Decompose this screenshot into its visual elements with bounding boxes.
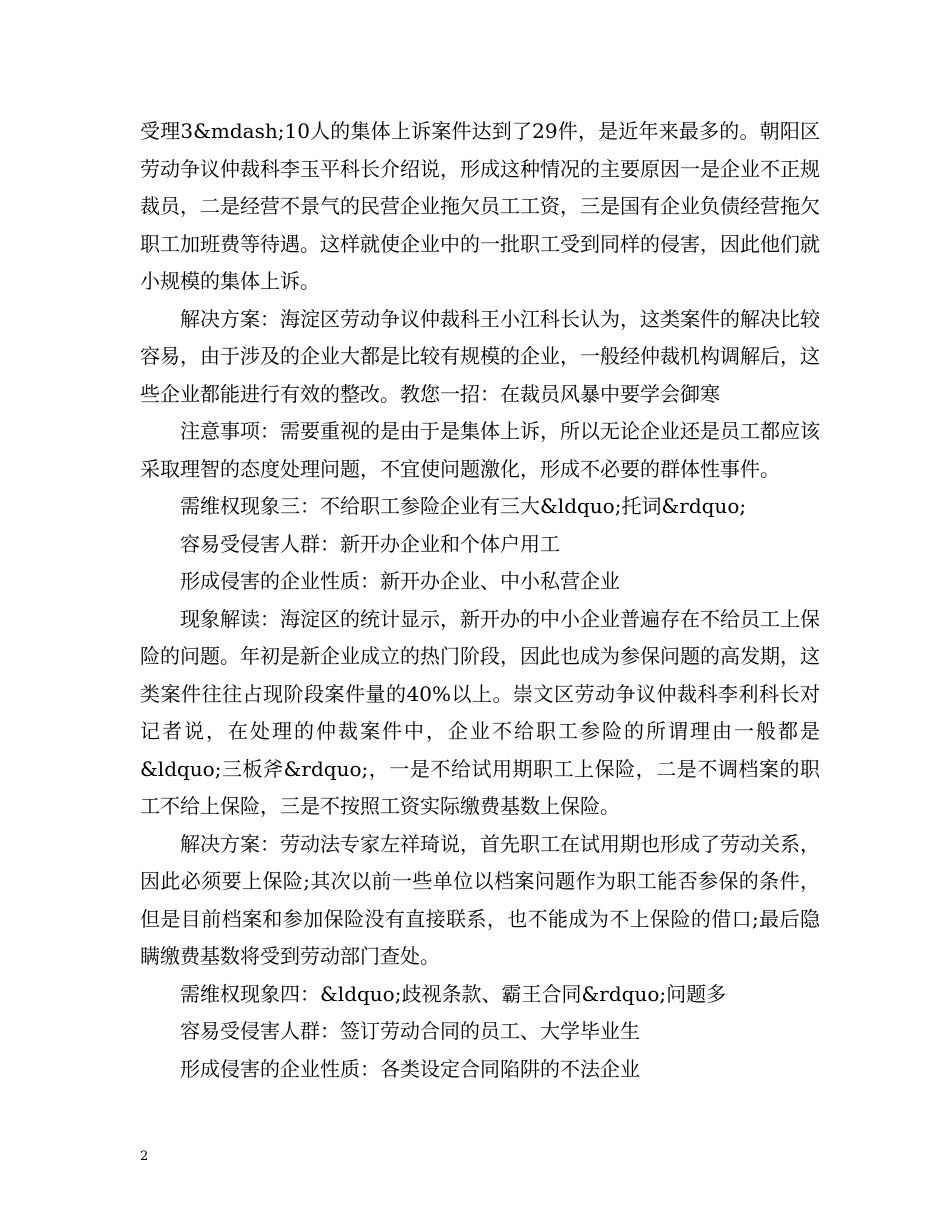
document-body [140, 113, 820, 1088]
paragraph-4: 需维权现象三：不给职工参险企业有三大&ldquo;托词&rdquo; [180, 494, 747, 518]
paragraph-6: 形成侵害的企业性质：新开办企业、中小私营企业 [180, 569, 620, 593]
paragraph-8: 解决方案：劳动法专家左祥琦说，首先职工在试用期也形成了劳动关系，因此必须要上保险;其次以前一些单位以档案问题作为职工能否参保的条件，但是目前档案和参加保险没有直接联系，也不能成为不上保险的借口;最后隐瞒缴费基数将受到劳动部门查处。 [140, 831, 820, 968]
paragraph-9: 需维权现象四：&ldquo;歧视条款、霸王合同&rdquo;问题多 [180, 981, 727, 1006]
paragraph-2: 解决方案：海淀区劳动争议仲裁科王小江科长认为，这类案件的解决比较容易，由于涉及的企业大都是比较有规模的企业，一般经仲裁机构调解后，这些企业都能进行有效的整改。教您一招：在裁员风暴中要学会御寒 [140, 306, 820, 406]
page-number: 2 [140, 1149, 149, 1164]
paragraph-7: 现象解读：海淀区的统计显示，新开办的中小企业普遍存在不给员工上保险的问题。年初是新企业成立的热门阶段，因此也成为参保问题的高发期，这类案件往往占现阶段案件量的40%以上。崇文区劳动争议仲裁科李利科长对记者说，在处理的仲裁案件中，企业不给职工参险的所谓理由一般都是&ldquo;三板斧&rdquo;，一是不给试用期职工上保险，二是不调档案的职工不给上保险，三是不按照工资实际缴费基数上保险。 [140, 606, 820, 818]
paragraph-11: 形成侵害的企业性质：各类设定合同陷阱的不法企业 [180, 1056, 640, 1081]
paragraph-5: 容易受侵害人群：新开办企业和个体户用工 [180, 531, 560, 556]
paragraph-1: 受理3&mdash;10人的集体上诉案件达到了29件，是近年来最多的。朝阳区劳动争议仲裁科李玉平科长介绍说，形成这种情况的主要原因一是企业不正规裁员，二是经营不景气的民营企业拖欠员工工资，三是国有企业负债经营拖欠职工加班费等待遇。这样就使企业中的一批职工受到同样的侵害，因此他们就小规模的集体上诉。 [140, 119, 820, 293]
paragraph-10: 容易受侵害人群：签订劳动合同的员工、大学毕业生 [180, 1019, 640, 1043]
paragraph-3: 注意事项：需要重视的是由于是集体上诉，所以无论企业还是员工都应该采取理智的态度处理问题，不宜使问题激化，形成不必要的群体性事件。 [140, 419, 820, 481]
